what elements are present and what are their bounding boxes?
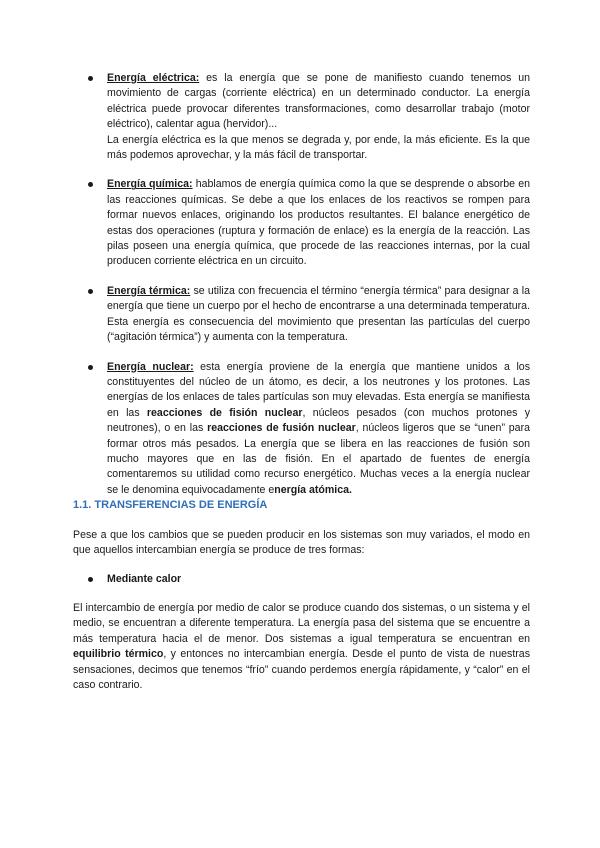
bold-term: equilibrio térmico [73, 648, 164, 661]
list-item-quimica [86, 177, 530, 269]
definition-text: , núcleos pesados (con muchos protones y neutrones), o en las [107, 406, 530, 435]
definition-text: , núcleos ligeros que se “unen” para formar otros más pesados. La energía que se libera en las reacciones de fusión son mucho mayores que en las de fisión. En el apartado de fuentes de energía comentaremos su utilidad como recurso energético. Muchas veces a la energía nuclear se le denomina equivocadamente e [107, 422, 530, 496]
definition-text: es la energía que se pone de manifiesto cuando tenemos un movimiento de cargas (corriente eléctrica) en un determinado conductor. La energía eléctrica puede provocar diferentes transformaciones, como desarrollar trabajo (motor eléctrico), calentar agua (hervidor)... [107, 72, 530, 131]
section-heading: 1.1. TRANSFERENCIAS DE ENERGÍA [73, 499, 268, 511]
bullet-icon [88, 182, 93, 187]
bullet-icon [88, 365, 93, 370]
list-item-termica [86, 284, 530, 346]
calor-paragraph [73, 601, 530, 693]
bold-term: reacciones de fusión nuclear [207, 422, 356, 435]
definition-text: esta energía proviene de la energía que mantiene unidos a los constituyentes del núcleo de un átomo, es decir, a los neutrones y los protones. Las energías de los enlaces de tales partículas son muy elevadas. Esta energía se manifiesta en las [107, 360, 530, 419]
term-label: Energía química: [107, 178, 193, 191]
bullet-icon [88, 289, 93, 294]
paragraph-text: El intercambio de energía por medio de calor se produce cuando dos sistemas, o un sistema y el medio, se encuentran a diferente temperatura. La energía pasa del sistema que se encuentre a más temperatura hacia el de menor. Dos sistemas a igual temperatura se encuentran en [73, 602, 530, 645]
energy-types-list [86, 71, 530, 498]
definition-text: se utiliza con frecuencia el término “energía térmica” para designar a la energía que tiene un cuerpo por el hecho de encontrarse a una determinada temperatura. Esta energía es consecuencia del movimiento que presentan las partículas del cuerpo (“agitación térmica”) y aumenta con la temperatura. [107, 284, 530, 344]
term-label: Energía nuclear: [107, 360, 194, 373]
subheading-mediante-calor [86, 572, 181, 587]
paragraph-text: , y entonces no intercambian energía. Desde el punto de vista de nuestras sensaciones, decimos que tenemos “frío” cuando perdemos energía rápidamente, y “calor” en el caso contrario. [73, 648, 530, 692]
definition-text: hablamos de energía química como la que se desprende o absorbe en las reacciones químicas. Se debe a que los enlaces de los reactivos se rompen para formar nuevos enlaces, originando los productos resultantes. El balance energético de estas dos operaciones (ruptura y formación de enlace) es la energía de la reacción. Las pilas poseen una energía química, que procede de las reacciones internas, por la cual producen corriente eléctrica en un circuito. [107, 178, 530, 268]
definition-extra: La energía eléctrica es la que menos se degrada y, por ende, la más eficiente. Es la que más podemos aprovechar, y la más fácil de transportar. [107, 133, 530, 162]
bullet-icon [88, 577, 93, 582]
list-item-nuclear [86, 360, 530, 499]
list-item-electrica [86, 71, 530, 163]
term-label: Energía eléctrica: [107, 72, 200, 84]
subheading-text: Mediante calor [107, 573, 182, 585]
section-intro: Pese a que los cambios que se pueden producir en los sistemas son muy variados, el modo en que aquellos intercambian energía se produce de tres formas: [73, 529, 530, 557]
term-label: Energía térmica: [107, 284, 191, 297]
bullet-icon [88, 76, 93, 81]
bold-term: reacciones de fisión nuclear [146, 406, 303, 419]
bold-term: nergía atómica. [274, 483, 352, 496]
